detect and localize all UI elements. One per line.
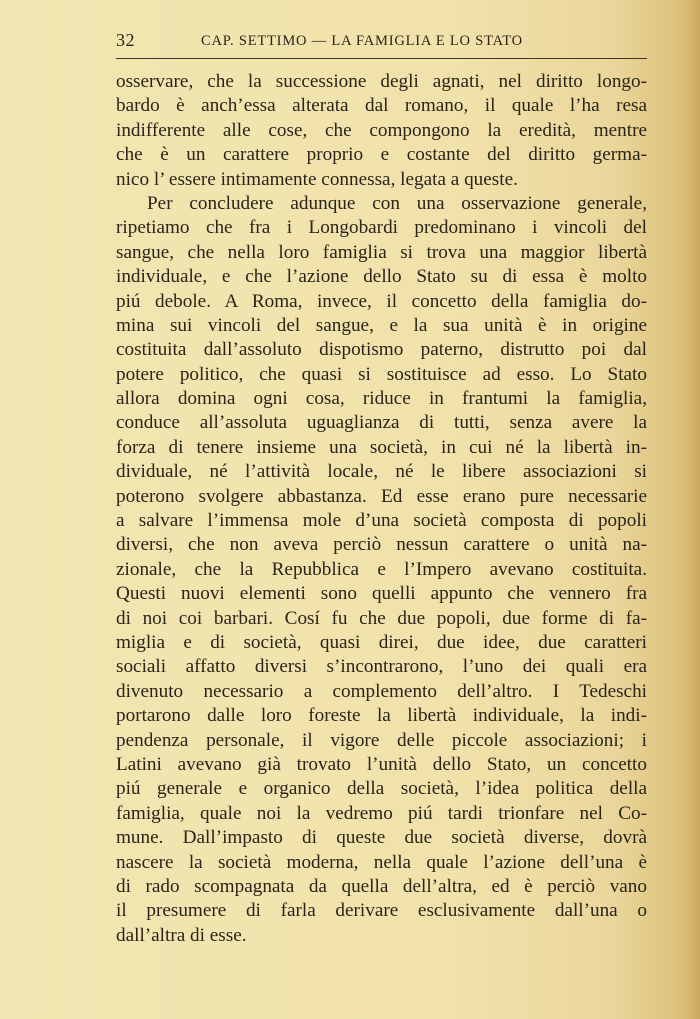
text-line: Latini avevano già trovato l’unità dello Stato, un concetto [116,753,647,775]
text-line: indifferente alle cose, che compongono la eredità, mentre [116,119,647,141]
text-line: piú generale e organico della società, l’idea politica della [116,778,647,800]
text-line: dividuale, né l’attività locale, né le libere associazioni si [116,461,647,483]
page-number: 32 [116,30,135,50]
text-line: pendenza personale, il vigore delle piccole associazioni; i [116,729,647,751]
text-line: osservare, che la successione degli agnati, nel diritto longo- [116,71,647,92]
page-edge-shadow [686,0,700,1019]
page-header [116,30,647,54]
text-line: miglia e di società, quasi direi, due idee, due caratteri [116,631,647,653]
text-line: forza di tenere insieme una società, in cui né la libertà in- [116,436,647,458]
text-line: portarono dalle loro foreste la libertà individuale, la indi- [116,705,647,727]
text-line: zionale, che la Repubblica e l’Impero avevano costituita. [116,558,647,580]
text-line: conduce all’assoluta uguaglianza di tutti, senza avere la [116,412,647,434]
text-line: individuale, e che l’azione dello Stato su di essa è molto [116,266,647,288]
running-head: CAP. SETTIMO — LA FAMIGLIA E LO STATO [201,33,523,49]
text-line: sociali affatto diversi s’incontrarono, l’uno dei quali era [116,656,647,678]
text-line: nico l’ essere intimamente connessa, legata a queste. [116,168,518,190]
text-line: costituita dall’assoluto dispotismo paterno, distrutto poi dal [116,339,647,361]
paragraph-1 [116,70,647,192]
text-line: che è un carattere proprio e costante del diritto germa- [116,144,647,166]
text-line: di noi coi barbari. Cosí fu che due popoli, due forme di fa- [116,607,647,629]
text-line: mune. Dall’impasto di queste due società diverse, dovrà [116,827,647,849]
text-line: nascere la società moderna, nella quale l’azione dell’una è [116,851,647,873]
text-line: ripetiamo che fra i Longobardi predominano i vincoli del [116,217,647,239]
text-line: sangue, che nella loro famiglia si trova una maggior libertà [116,241,647,263]
text-line: divenuto necessario a complemento dell’altro. I Tedeschi [116,680,647,702]
text-line: mina sui vincoli del sangue, e la sua unità è in origine [116,314,647,336]
text-line: Per concludere adunque con una osservazione generale, [147,192,647,214]
text-line: di rado scompagnata da quella dell’altra, ed è perciò vano [116,875,647,897]
header-rule [116,58,647,59]
text-line: il presumere di farla derivare esclusivamente dall’una o [116,900,647,922]
body-text [116,70,647,948]
text-line: Questi nuovi elementi sono quelli appunto che vennero fra [116,583,647,605]
text-line: bardo è anch’essa alterata dal romano, il quale l’ha resa [116,95,647,117]
text-line: famiglia, quale noi la vedremo piú tardi trionfare nel Co- [116,802,647,824]
text-line: diversi, che non aveva perciò nessun carattere o unità na- [116,534,647,556]
text-line: poterono svolgere abbastanza. Ed esse erano pure necessarie [116,485,647,507]
text-line: allora domina ogni cosa, riduce in frantumi la famiglia, [116,388,647,410]
text-line: potere politico, che quasi si sostituisce ad esso. Lo Stato [116,363,647,385]
text-line: dall’altra di esse. [116,924,247,946]
text-line: a salvare l’immensa mole d’una società composta di popoli [116,510,647,532]
paragraph-2 [116,192,647,948]
text-line: piú debole. A Roma, invece, il concetto della famiglia do- [116,290,647,312]
